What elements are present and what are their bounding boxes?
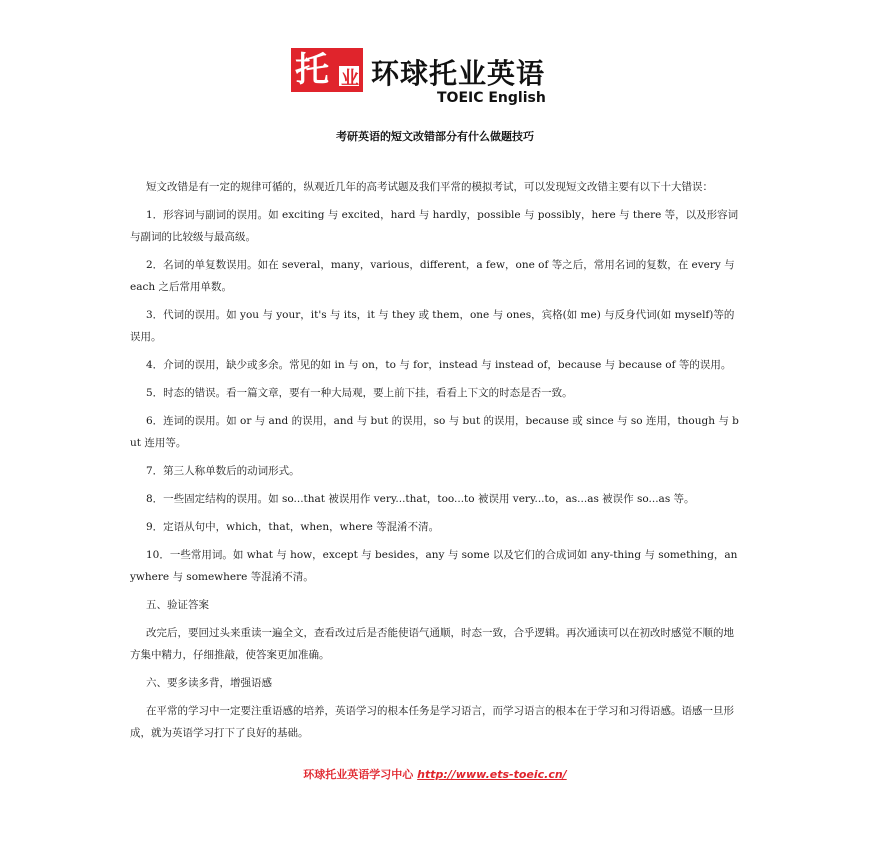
- section-heading-reading: 六、要多读多背，增强语感: [146, 677, 272, 689]
- paragraph-item-1: 1．形容词与副词的误用。如 exciting 与 excited，hard 与 hardly，possible 与 possibly，here 与 there 等，以及形容词与副词的比较级与最高级。: [130, 209, 739, 243]
- footer-label: 环球托业英语学习中心: [303, 768, 414, 781]
- paragraph-item-5: 5．时态的错误。看一篇文章，要有一种大局观，要上前下挂，看看上下文的时态是否一致。: [146, 387, 573, 399]
- paragraph-item-7: 7．第三人称单数后的动词形式。: [146, 465, 300, 477]
- footer-link[interactable]: http://www.ets-toeic.cn/: [417, 768, 567, 781]
- paragraph-verify: 改完后，要回过头来重读一遍全文，查看改过后是否能使语气通顺，时态一致，合乎逻辑。再次通读可以在初改时感觉不顺的地方集中精力，仔细推敲，使答案更加准确。: [130, 627, 734, 661]
- paragraph-reading: 在平常的学习中一定要注重语感的培养，英语学习的根本任务是学习语言，而学习语言的根本在于学习和习得语感。语感一旦形成，就为英语学习打下了良好的基础。: [130, 705, 734, 739]
- paragraph-item-10: 10．一些常用词。如 what 与 how，except 与 besides，any 与 some 以及它们的合成词如 any-thing 与 something，anywhere 与 somewhere 等混淆不清。: [130, 549, 738, 583]
- logo-mark-sub: 业: [341, 68, 359, 89]
- document-body: [130, 176, 742, 744]
- paragraph-item-2: 2．名词的单复数误用。如在 several，many，various，different，a few，one of 等之后，常用名词的复数，在 every 与 each 之后常用单数。: [130, 259, 735, 293]
- document-title: 考研英语的短文改错部分有什么做题技巧: [336, 130, 534, 143]
- paragraph-intro: 短文改错是有一定的规律可循的，纵观近几年的高考试题及我们平常的模拟考试，可以发现短文改错主要有以下十大错误：: [146, 181, 713, 193]
- logo-name-en: TOEIC English: [437, 90, 546, 106]
- logo-mark-icon: [291, 48, 363, 92]
- paragraph-item-6: 6．连词的误用。如 or 与 and 的误用，and 与 but 的误用，so 与 but 的误用，because 或 since 与 so 连用，though 与 but 连用等。: [130, 415, 739, 449]
- logo-name-cn: 环球托业英语: [371, 57, 546, 90]
- footer: [0, 766, 870, 782]
- paragraph-item-4: 4．介词的误用，缺少或多余。常见的如 in 与 on，to 与 for，instead 与 instead of，because 与 because of 等的误用。: [146, 359, 732, 371]
- logo-mark-glyph: 托: [295, 50, 329, 90]
- paragraph-item-8: 8．一些固定结构的误用。如 so...that 被误用作 very...that，too...to 被误用 very...to，as...as 被误作 so...as 等。: [146, 493, 695, 505]
- logo: [291, 48, 581, 110]
- section-heading-verify: 五、验证答案: [146, 599, 209, 611]
- paragraph-item-3: 3．代词的误用。如 you 与 your，it's 与 its，it 与 they 或 them，one 与 ones，宾格(如 me) 与反身代词(如 myself)等的误用。: [130, 309, 735, 343]
- paragraph-item-9: 9．定语从句中，which，that，when，where 等混淆不清。: [146, 521, 440, 533]
